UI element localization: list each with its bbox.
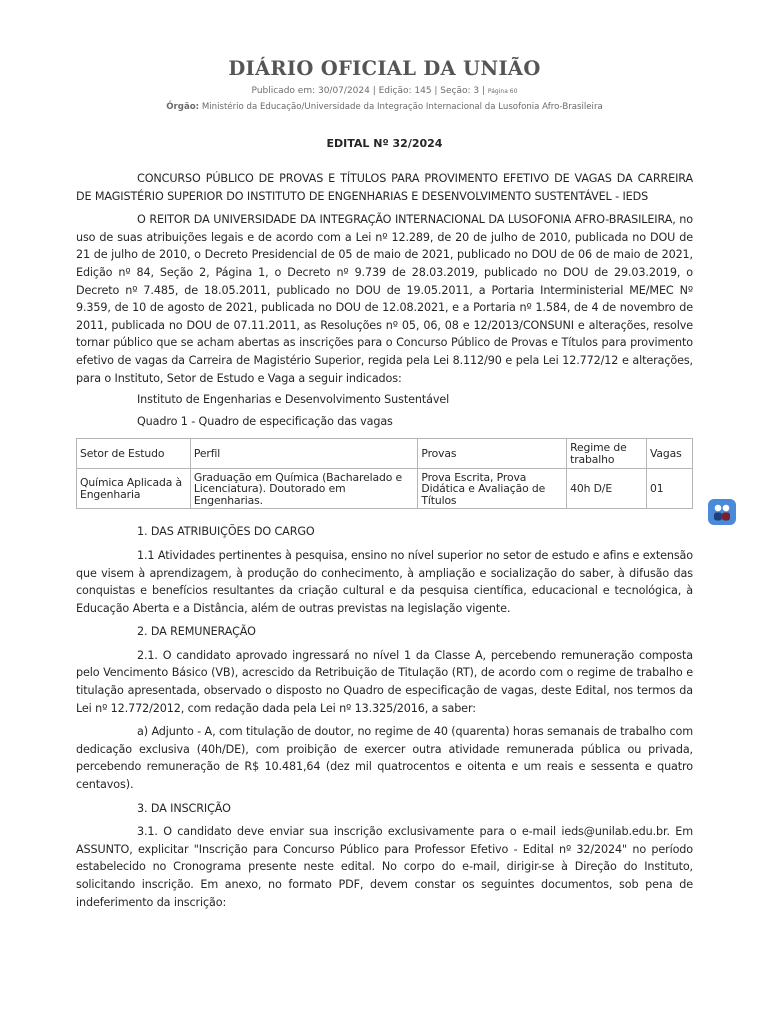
section-2-1-a: a) Adjunto - A, com titulação de doutor, no regime de 40 (quarenta) horas semanais de trabalho com dedicação exclusiva (40h/DE), com proibição de exercer outra atividade remunerada pública ou privada, percebendo remuneração de R$ 10.481,64 (dez mil quatrocentos e oitenta e um reais e sessenta e quatro centavos). (76, 725, 693, 792)
section-1-title: 1. DAS ATRIBUIÇÕES DO CARGO (137, 525, 315, 539)
orgao-name: Ministério da Educação/Universidade da Integração Internacional da Lusofonia Afro-Brasileira (201, 102, 603, 112)
concurso-paragraph: CONCURSO PÚBLICO DE PROVAS E TÍTULOS PARA PROVIMENTO EFETIVO DE VAGAS DA CARREIRA DE MAGISTÉRIO SUPERIOR DO INSTITUTO DE ENGENHARIAS E DESENVOLVIMENTO SUSTENTÁVEL - IEDS (76, 172, 693, 203)
vagas-table (76, 438, 693, 509)
table-cell: 40h D/E (567, 469, 647, 509)
section-1-1: 1.1 Atividades pertinentes à pesquisa, ensino no nível superior no setor de estudo e afins e extensão que visem à aprendizagem, à produção do conhecimento, à ampliação e socialização do saber, à difusão das conquistas e benefícios resultantes da criação cultural e da pesquisa científica, educacional e tecnológica, à Educação Aberta e a Distância, além de outras previstas na legislação vigente. (76, 548, 693, 615)
people-button[interactable] (708, 499, 736, 525)
document-page (76, 0, 693, 911)
quadro-paragraph: Quadro 1 - Quadro de especificação das vagas (137, 414, 393, 428)
masthead-title: DIÁRIO OFICIAL DA UNIÃO (228, 57, 541, 80)
people-icon (711, 502, 733, 522)
table-header-cell: Provas (418, 439, 567, 469)
table-cell: Química Aplicada à Engenharia (77, 469, 191, 509)
orgao-line (76, 102, 693, 112)
orgao-label: Órgão: (166, 102, 200, 112)
table-header-row (77, 439, 693, 469)
instituto-paragraph: Instituto de Engenharias e Desenvolvimento Sustentável (137, 393, 450, 407)
section-2-title: 2. DA REMUNERAÇÃO (137, 625, 256, 639)
section-3-1: 3.1. O candidato deve enviar sua inscrição exclusivamente para o e-mail ieds@unilab.edu.br. Em ASSUNTO, explicitar "Inscrição para Concurso Público para Professor Efetivo - Edital nº 32/2024" no período estabelecido no Cronograma presente neste edital. No corpo do e-mail, dirigir-se à Direção do Instituto, solicitando inscrição. Em anexo, no formato PDF, devem constar os seguintes documentos, sob pena de indeferimento da inscrição: (76, 825, 693, 909)
reitor-paragraph: O REITOR DA UNIVERSIDADE DA INTEGRAÇÃO INTERNACIONAL DA LUSOFONIA AFRO-BRASILEIRA, no uso de suas atribuições legais e de acordo com a Lei nº 12.289, de 20 de julho de 2010, publicada no DOU de 21 de julho de 2010, o Decreto Presidencial de 05 de maio de 2021, publicado no DOU de 06 de maio de 2021, Edição nº 84, Seção 2, Página 1, o Decreto nº 9.739 de 28.03.2019, publicado no DOU de 29.03.2019, o Decreto nº 7.485, de 18.05.2011, publicado no DOU de 19.05.2011, a Portaria Interministerial ME/MEC Nº 9.359, de 10 de agosto de 2021, publicada no DOU de 12.08.2021, e a Portaria nº 1.584, de 4 de novembro de 2011, publicada no DOU de 07.11.2011, as Resoluções nº 05, 06, 08 e 12/2013/CONSUNI e alterações, resolve tornar público que se acham abertas as inscrições para o Concurso Público de Provas e Títulos para provimento efetivo de vagas da Carreira de Magistério Superior, regida pela Lei 8.112/90 e pela Lei 12.772/12 e alterações, para o Instituto, Setor de Estudo e Vaga a seguir indicados: (76, 213, 693, 385)
table-header-cell: Regime de trabalho (567, 439, 647, 469)
table-header-cell: Vagas (646, 439, 692, 469)
table-cell: Prova Escrita, Prova Didática e Avaliação de Títulos (418, 469, 567, 509)
table-header-cell: Perfil (190, 439, 418, 469)
publication-info (76, 86, 693, 96)
table-row (77, 469, 693, 509)
table-cell: 01 (646, 469, 692, 509)
table-header-cell: Setor de Estudo (77, 439, 191, 469)
publication-details: Publicado em: 30/07/2024 | Edição: 145 | Seção: 3 | (251, 86, 486, 96)
table-cell: Graduação em Química (Bacharelado e Licenciatura). Doutorado em Engenharias. (190, 469, 418, 509)
section-3-title: 3. DA INSCRIÇÃO (137, 801, 231, 815)
page-number: Página 60 (487, 88, 518, 95)
edital-title: EDITAL Nº 32/2024 (326, 137, 443, 150)
section-2-1: 2.1. O candidato aprovado ingressará no nível 1 da Classe A, percebendo remuneração composta pelo Vencimento Básico (VB), acrescido da Retribuição de Titulação (RT), de acordo com o regime de trabalho e titulação apresentada, observado o disposto no Quadro de especificação de vagas, deste Edital, nos termos da Lei nº 12.772/2012, com redação dada pela Lei nº 13.325/2016, a saber: (76, 648, 693, 715)
